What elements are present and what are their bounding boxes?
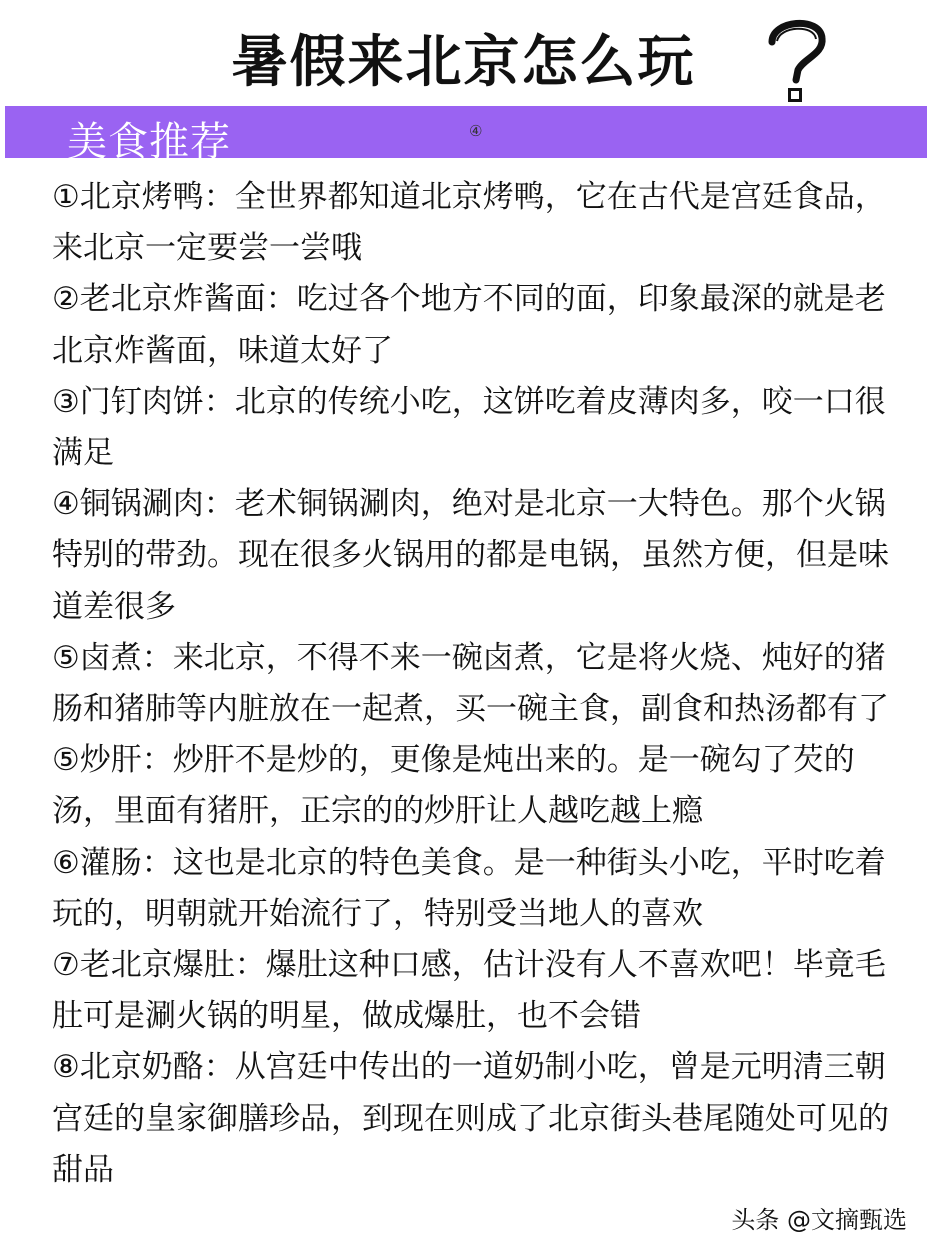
question-mark-icon [750, 8, 840, 108]
food-item: ④铜锅涮肉：老术铜锅涮肉，绝对是北京一大特色。那个火锅特别的带劲。现在很多火锅用的都是电锅，虽然方便，但是味道差很多 [52, 486, 889, 625]
page-title: 暑假来北京怎么玩 [231, 30, 696, 95]
food-item: ⑤炒肝：炒肝不是炒的，更像是炖出来的。是一碗勾了芡的汤，里面有猪肝，正宗的的炒肝让人越吃越上瘾 [52, 742, 855, 830]
food-item: ③门钉肉饼：北京的传统小吃，这饼吃着皮薄肉多，咬一口很满足 [52, 383, 886, 472]
food-item: ⑦老北京爆肚：爆肚这种口感，估计没有人不喜欢吧！毕竟毛肚可是涮火锅的明星，做成爆肚，也不会错 [52, 947, 886, 1035]
food-item: ①北京烤鸭：全世界都知道北京烤鸭，它在古代是宫廷食品，来北京一定要尝一尝哦 [52, 179, 886, 267]
food-list [52, 172, 902, 1196]
watermark: 头条 @文摘甄选 [731, 1206, 907, 1234]
section-title: 美食推荐 [67, 119, 231, 165]
food-item: ⑥灌肠：这也是北京的特色美食。是一种街头小吃，平时吃着玩的，明朝就开始流行了，特别受当地人的喜欢 [52, 844, 886, 932]
banner-mark: ④ [469, 122, 483, 140]
food-item: ⑤卤煮：来北京，不得不来一碗卤煮，它是将火烧、炖好的猪肠和猪肺等内脏放在一起煮，买一碗主食，副食和热汤都有了 [52, 639, 889, 728]
food-item: ⑧北京奶酪：从宫廷中传出的一道奶制小吃，曾是元明清三朝宫廷的皇家御膳珍品，到现在则成了北京街头巷尾随处可见的甜品 [52, 1049, 889, 1188]
food-item: ②老北京炸酱面：吃过各个地方不同的面，印象最深的就是老北京炸酱面，味道太好了 [52, 281, 886, 369]
section-banner [5, 106, 927, 165]
